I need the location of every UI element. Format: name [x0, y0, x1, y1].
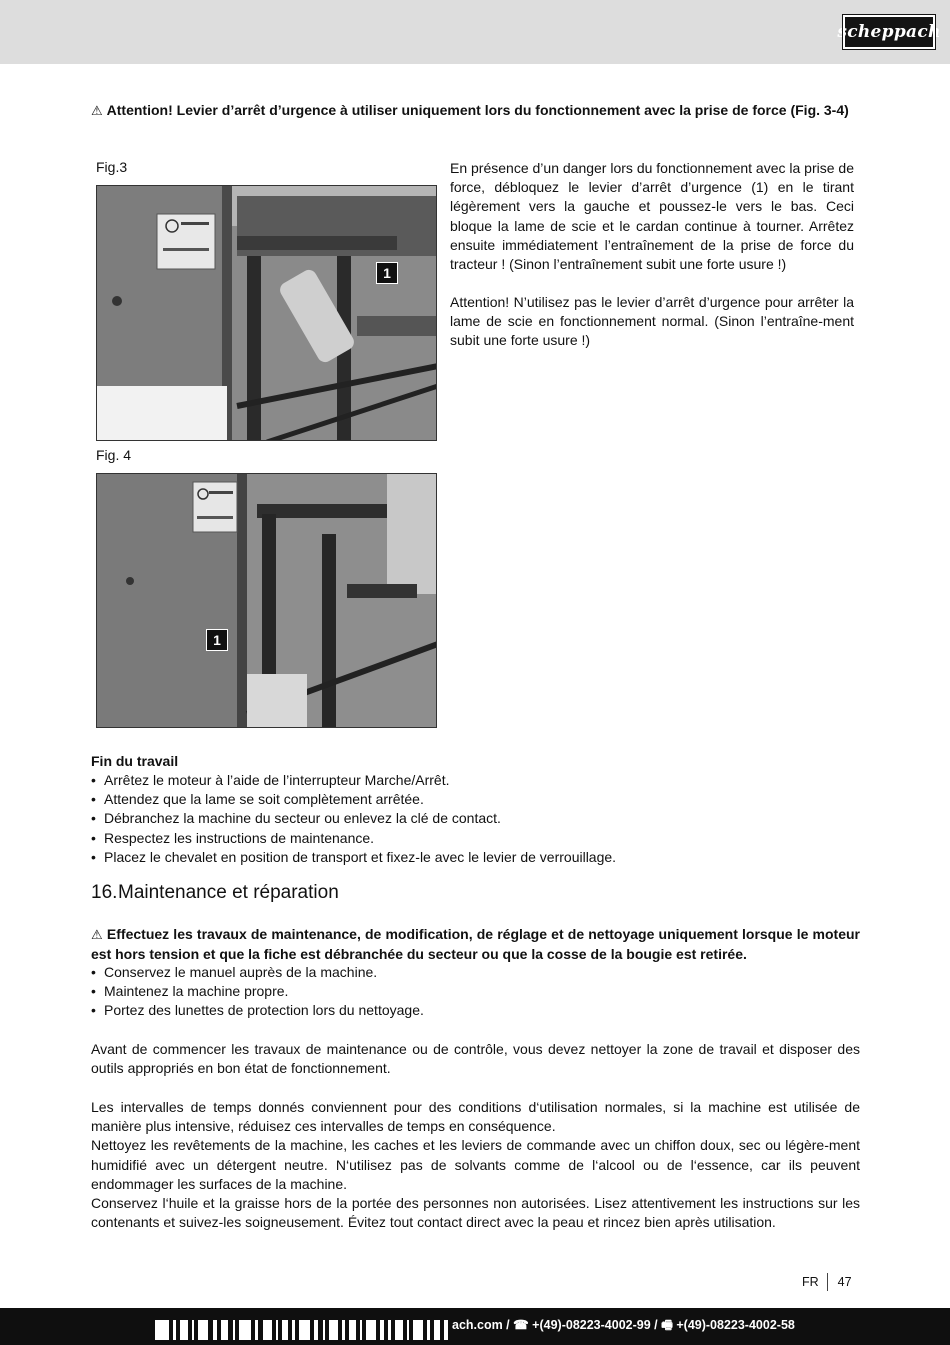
emergency-procedure-paragraph: En présence d’un danger lors du fonctionnement avec la prise de force, débloquez le levier d’arrêt d’urgence (1) en le tirant légèrement vers la gauche et poussez-le vers le bas. Ceci bloque la lame de scie et le cardan continue à tourner. Arrêtez ensuite immédiatement l’entraînement de la prise de force du tracteur ! (Sinon l’entraînement subit une forte usure !): [450, 160, 854, 273]
fig3-photo: [96, 185, 437, 441]
header-band: [0, 0, 950, 64]
emergency-lever-warning: [91, 101, 860, 121]
storage-text: Conservez l‘huile et la graisse hors de la portée des personnes non autorisées. Lisez attentivement les instructions sur les contenants et suivez-les soigneusement. Évitez tout contact direct avec la peau et rincez bien après utilisation.: [91, 1195, 860, 1231]
list-item: • Arrêtez le moteur à l’aide de l’interrupteur Marche/Arrêt.: [91, 771, 860, 790]
list-item: • Portez des lunettes de protection lors du nettoyage.: [91, 1001, 860, 1020]
normal-operation-warning-paragraph: Attention! N’utilisez pas le levier d’arrêt d’urgence pour arrêter la lame de scie en fonctionnement normal. (Sinon l’entraîne-ment subit une forte usure !): [450, 294, 854, 349]
fig4-callout-1: 1: [206, 629, 228, 651]
fig3-callout-1: 1: [376, 262, 398, 284]
brand-logo-text: scheppach: [837, 22, 941, 42]
section-title: [91, 882, 339, 904]
maintenance-intervals-paragraph: [91, 1098, 860, 1232]
maintenance-list: [91, 963, 860, 1021]
section-title-text: Maintenance et réparation: [118, 882, 339, 903]
warning-triangle-icon: ⚠: [91, 104, 103, 119]
warning-triangle-icon: ⚠: [91, 928, 103, 943]
list-item: • Placez le chevalet en position de transport et fixez-le avec le levier de verrouillage.: [91, 848, 860, 867]
list-item: • Conservez le manuel auprès de la machine.: [91, 963, 860, 982]
intervals-text: Les intervalles de temps donnés conviennent pour des conditions d‘utilisation normales, si la machine est utilisée de manière plus intensive, réduisez ces intervalles de temps en conséquence.: [91, 1099, 860, 1135]
language-code: FR: [802, 1275, 819, 1289]
maintenance-safety-warning: [91, 925, 860, 964]
fig4-photo: [96, 473, 437, 728]
contact-barcode-artifact: [155, 1318, 475, 1342]
cleaning-text: Nettoyez les revêtements de la machine, les caches et les leviers de commande avec un chiffon doux, sec ou légère-ment humidifié avec un détergent neutre. N‘utilisez pas de solvants comme de l‘alcool ou de l‘essence, car ils peuvent endommager les surfaces de la machine.: [91, 1137, 860, 1192]
section-number: 16.: [91, 882, 118, 903]
page-footer: [802, 1273, 852, 1291]
list-item: • Débranchez la machine du secteur ou enlevez la clé de contact.: [91, 809, 860, 828]
maintenance-prep-paragraph: Avant de commencer les travaux de maintenance ou de contrôle, vous devez nettoyer la zone de travail et disposer des outils appropriés en bon état de fonctionnement.: [91, 1041, 860, 1077]
fig4-label: Fig. 4: [96, 447, 132, 463]
list-item: • Respectez les instructions de maintenance.: [91, 829, 860, 848]
end-of-work-list: [91, 771, 860, 867]
page-number: 47: [837, 1275, 852, 1289]
list-item: • Attendez que la lame se soit complètement arrêtée.: [91, 790, 860, 809]
emergency-lever-warning-text: Attention! Levier d’arrêt d’urgence à utiliser uniquement lors du fonctionnement avec la prise de force (Fig. 3-4): [106, 102, 849, 118]
maintenance-safety-warning-text: Effectuez les travaux de maintenance, de modification, de réglage et de nettoyage uniquement lorsque le moteur est hors tension et que la fiche est débranchée du secteur ou que la cosse de la bougie est retirée.: [91, 926, 860, 963]
fig3-label: Fig.3: [96, 159, 128, 175]
brand-logo: [837, 15, 941, 49]
footer-separator: [827, 1273, 828, 1291]
contact-info: ach.com / ☎ +(49)-08223-4002-99 / 🖷 +(49)-08223-4002-58: [452, 1318, 795, 1332]
end-of-work-heading: Fin du travail: [91, 753, 179, 769]
list-item: • Maintenez la machine propre.: [91, 982, 860, 1001]
